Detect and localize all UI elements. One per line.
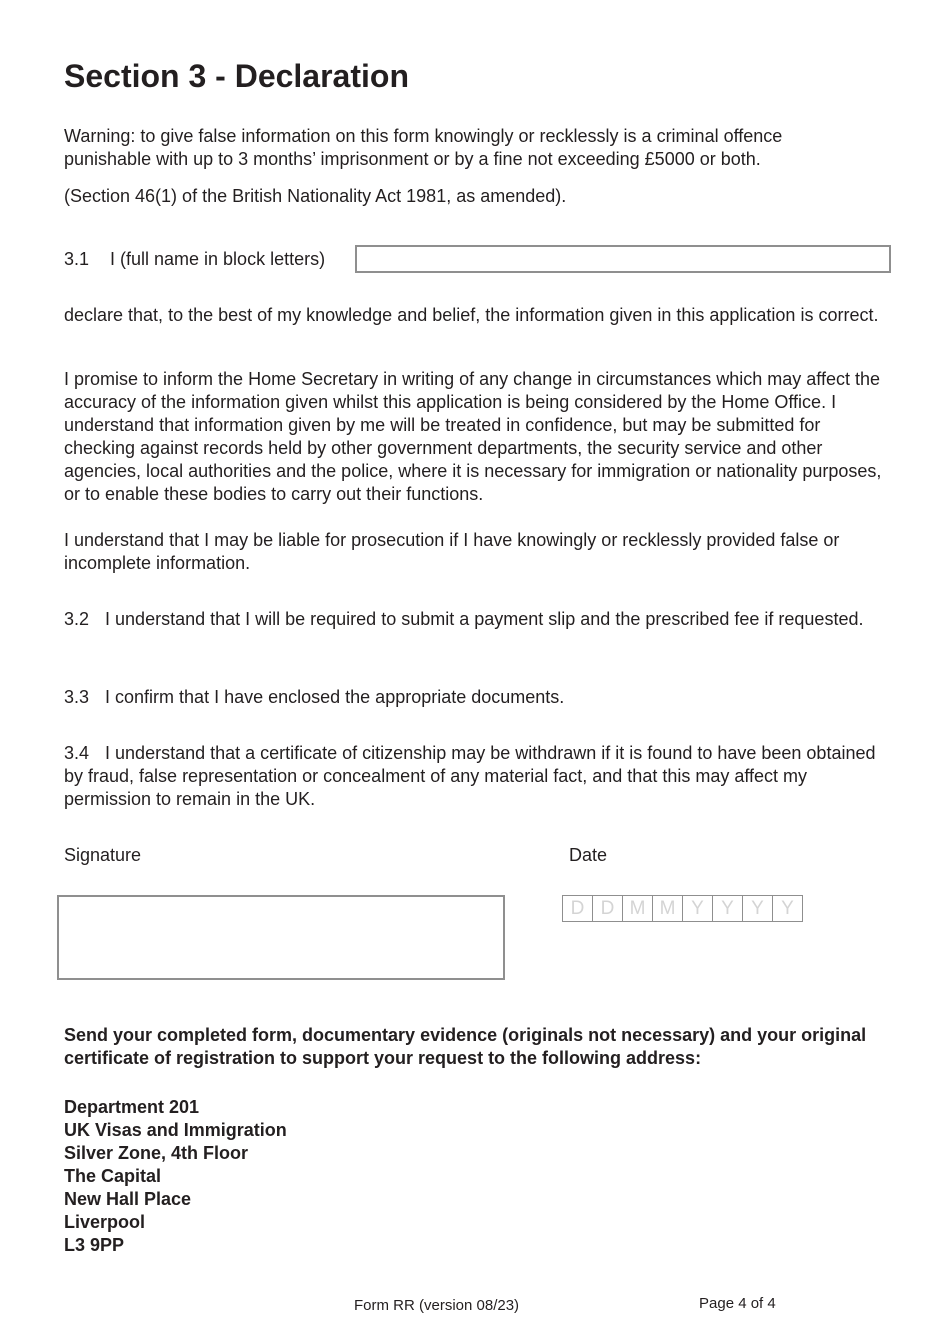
declaration-text: declare that, to the best of my knowledge and belief, the information given in this application is correct.: [64, 305, 879, 325]
date-label: Date: [569, 845, 608, 865]
question-3-1-label: [64, 248, 325, 271]
date-day-2[interactable]: D: [593, 896, 623, 921]
warning-line-1: Warning: to give false information on this form knowingly or recklessly is a criminal offence: [64, 126, 783, 146]
date-day-1[interactable]: D: [563, 896, 593, 921]
address-line: Silver Zone, 4th Floor: [64, 1143, 249, 1163]
question-number: 3.3: [64, 687, 90, 707]
page-title: Section 3 - Declaration: [64, 58, 409, 94]
address-line: New Hall Place: [64, 1189, 192, 1209]
address-line: UK Visas and Immigration: [64, 1120, 287, 1140]
date-year-3[interactable]: Y: [743, 896, 773, 921]
date-month-2[interactable]: M: [653, 896, 683, 921]
question-3-4-text: I understand that a certificate of citizenship may be withdrawn if it is found to have been obtained by fraud, false representation or concealment of any material fact, and that this may affect my permission to remain in the UK.: [64, 743, 876, 809]
question-3-2-text: I understand that I will be required to submit a payment slip and the prescribed fee if requested.: [105, 609, 864, 629]
address-line: Department 201: [64, 1097, 200, 1117]
form-version: Form RR (version 08/23): [354, 1297, 520, 1314]
full-name-input[interactable]: [357, 247, 889, 271]
full-name-label: I (full name in block letters): [110, 249, 326, 269]
question-number: 3.1: [64, 249, 90, 269]
address-line: Liverpool: [64, 1212, 146, 1232]
date-month-1[interactable]: M: [623, 896, 653, 921]
date-year-1[interactable]: Y: [683, 896, 713, 921]
question-3-3-text: I confirm that I have enclosed the appropriate documents.: [105, 687, 565, 707]
signature-box[interactable]: [57, 895, 505, 980]
question-number: 3.2: [64, 609, 90, 629]
send-instructions: Send your completed form, documentary evidence (originals not necessary) and your original certificate of registration to support your request to the following address:: [64, 1025, 867, 1068]
address-line: The Capital: [64, 1166, 162, 1186]
question-3-2: [64, 608, 894, 631]
full-name-field[interactable]: [355, 245, 891, 273]
liability-text: I understand that I may be liable for prosecution if I have knowingly or recklessly provided false or incomplete information.: [64, 530, 840, 573]
question-3-4: [64, 742, 894, 811]
postal-address: [64, 1096, 287, 1257]
signature-label: Signature: [64, 845, 142, 865]
warning-line-2: punishable with up to 3 months’ imprisonment or by a fine not exceeding £5000 or both.: [64, 149, 761, 169]
date-field[interactable]: [562, 895, 803, 922]
date-year-4[interactable]: Y: [773, 896, 803, 921]
legal-reference: (Section 46(1) of the British Nationality Act 1981, as amended).: [64, 186, 567, 206]
date-year-2[interactable]: Y: [713, 896, 743, 921]
question-3-3: [64, 686, 894, 709]
promise-text: I promise to inform the Home Secretary in writing of any change in circumstances which may affect the accuracy of the information given whilst this application is being considered by the Home Office. I understand that information given by me will be treated in confidence, but may be submitted for checking against records held by other government departments, the security service and other agencies, local authorities and the police, where it is necessary for immigration or nationality purposes, or to enable these bodies to carry out their functions.: [64, 369, 882, 504]
address-line: L3 9PP: [64, 1235, 125, 1255]
warning-text: [64, 125, 894, 171]
page-number: Page 4 of 4: [699, 1295, 776, 1312]
question-number: 3.4: [64, 743, 90, 763]
